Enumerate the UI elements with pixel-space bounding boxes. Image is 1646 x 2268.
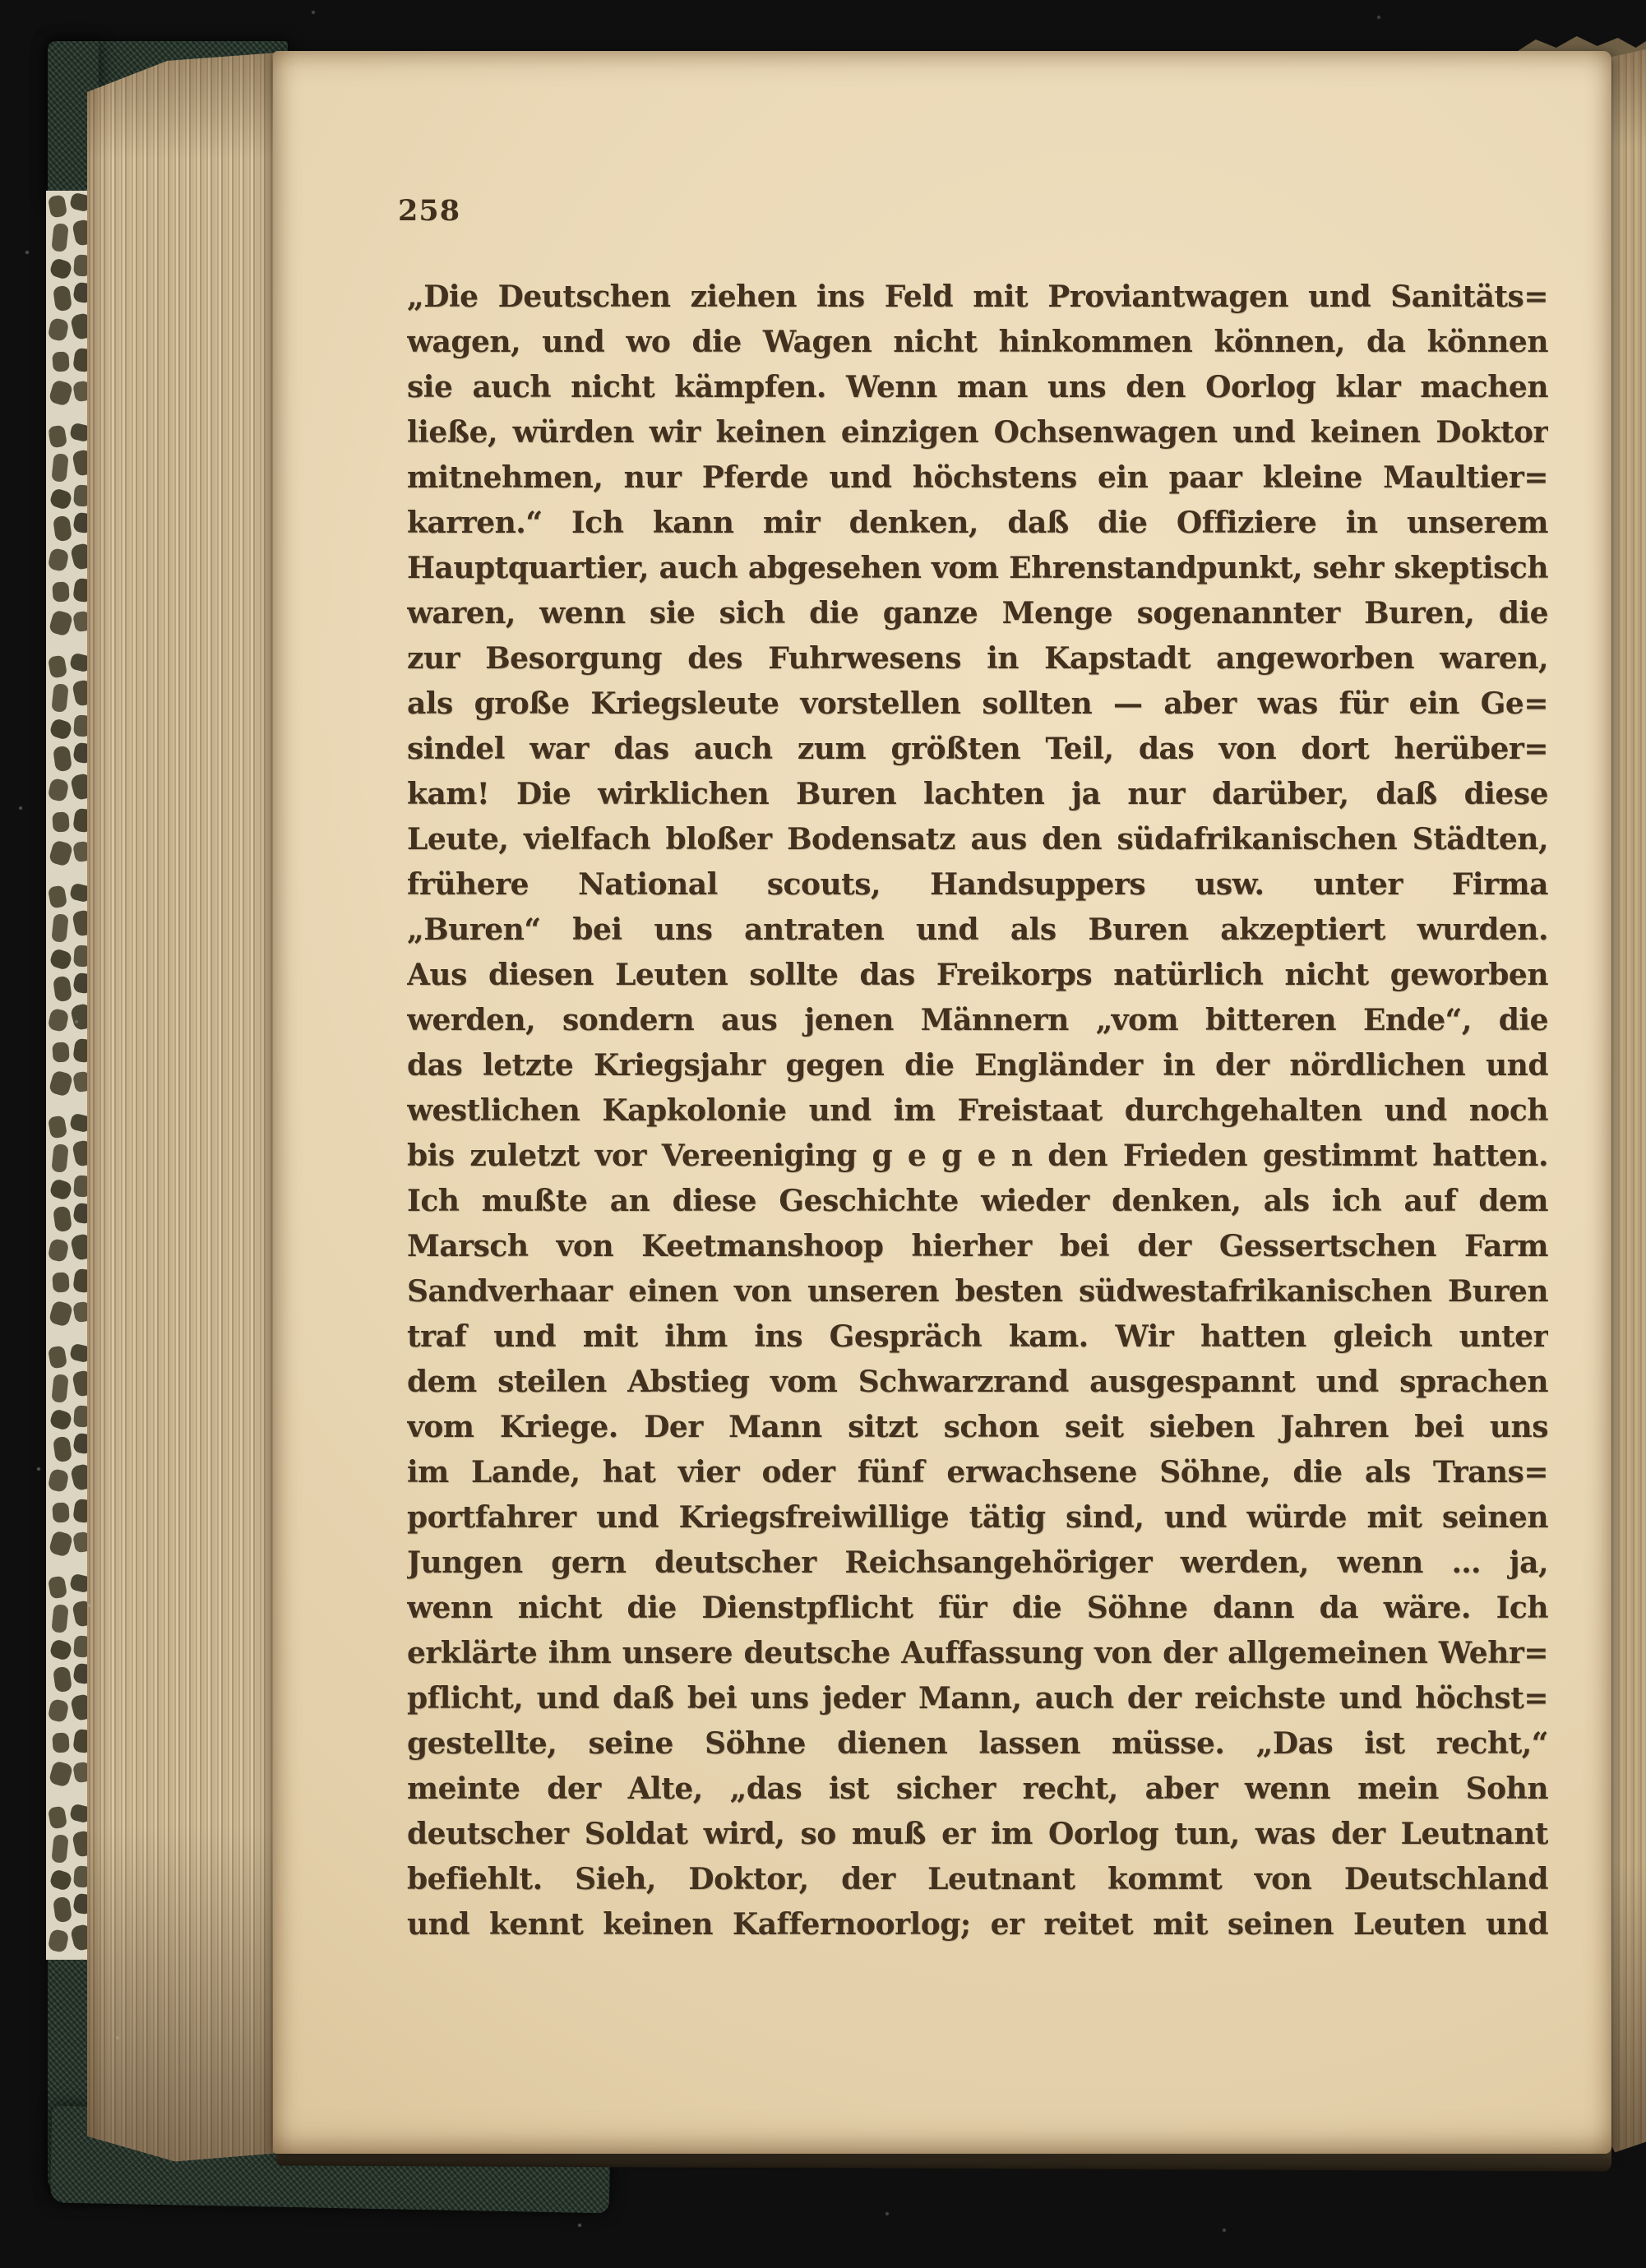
text-line: ließe, würden wir keinen einzigen Ochsenwagen und keinen Doktor bbox=[407, 415, 1548, 450]
page-block-right-edge bbox=[1608, 49, 1646, 2159]
text-line: „Buren“ bei uns antraten und als Buren akzeptiert wurden. bbox=[407, 912, 1548, 947]
text-line: mitnehmen, nur Pferde und höchstens ein paar kleine Maultier= bbox=[407, 460, 1548, 495]
text-line: Marsch von Keetmanshoop hierher bei der Gessertschen Farm bbox=[407, 1229, 1548, 1263]
text-line: gestellte, seine Söhne dienen lassen müsse. „Das ist recht,“ bbox=[407, 1726, 1548, 1761]
page-number: 258 bbox=[398, 194, 461, 228]
text-line: pflicht, und daß bei uns jeder Mann, auch der reichste und höchst= bbox=[407, 1681, 1548, 1716]
text-line: im Lande, hat vier oder fünf erwachsene Söhne, die als Trans= bbox=[407, 1455, 1548, 1490]
text-line: zur Besorgung des Fuhrwesens in Kapstadt angeworben waren, bbox=[407, 641, 1548, 676]
text-line: kam! Die wirklichen Buren lachten ja nur darüber, daß diese bbox=[407, 777, 1548, 811]
text-line: und kennt keinen Kaffernoorlog; er reitet mit seinen Leuten und bbox=[407, 1907, 1548, 1942]
text-line: westlichen Kapkolonie und im Freistaat durchgehalten und noch bbox=[407, 1093, 1548, 1128]
text-line: erklärte ihm unsere deutsche Auffassung von der allgemeinen Wehr= bbox=[407, 1636, 1548, 1670]
text-line: Hauptquartier, auch abgesehen vom Ehrenstandpunkt, sehr skeptisch bbox=[407, 551, 1548, 585]
dust-specks bbox=[0, 0, 2, 2]
text-line: meinte der Alte, „das ist sicher recht, aber wenn mein Sohn bbox=[407, 1771, 1548, 1806]
text-line: waren, wenn sie sich die ganze Menge sogenannter Buren, die bbox=[407, 596, 1548, 631]
text-line: Leute, vielfach bloßer Bodensatz aus den südafrikanischen Städten, bbox=[407, 822, 1548, 857]
page-block-fore-edge bbox=[87, 53, 278, 2164]
text-line: traf und mit ihm ins Gespräch kam. Wir hatten gleich unter bbox=[407, 1319, 1548, 1354]
text-line: deutscher Soldat wird, so muß er im Oorlog tun, was der Leutnant bbox=[407, 1817, 1548, 1851]
text-line: sie auch nicht kämpfen. Wenn man uns den Oorlog klar machen bbox=[407, 370, 1548, 404]
text-line: „Die Deutschen ziehen ins Feld mit Proviantwagen und Sanitäts= bbox=[407, 279, 1548, 314]
text-line: frühere National scouts, Handsuppers usw. unter Firma bbox=[407, 867, 1548, 902]
text-line: Jungen gern deutscher Reichsangehöriger werden, wenn … ja, bbox=[407, 1545, 1548, 1580]
book-page bbox=[273, 51, 1611, 2154]
text-line: wagen, und wo die Wagen nicht hinkommen können, da können bbox=[407, 325, 1548, 359]
body-text-block bbox=[407, 275, 1548, 1947]
text-line: werden, sondern aus jenen Männern „vom bitteren Ende“, die bbox=[407, 1003, 1548, 1037]
text-line: Sandverhaar einen von unseren besten südwestafrikanischen Buren bbox=[407, 1274, 1548, 1309]
text-line: bis zuletzt vor Vereeniging g e g e n den Frieden gestimmt hatten. bbox=[407, 1139, 1548, 1173]
text-line: karren.“ Ich kann mir denken, daß die Offiziere in unserem bbox=[407, 506, 1548, 540]
text-line: wenn nicht die Dienstpflicht für die Söhne dann da wäre. Ich bbox=[407, 1591, 1548, 1625]
text-line: portfahrer und Kriegsfreiwillige tätig sind, und würde mit seinen bbox=[407, 1500, 1548, 1535]
text-line: vom Kriege. Der Mann sitzt schon seit sieben Jahren bei uns bbox=[407, 1410, 1548, 1444]
text-line: als große Kriegsleute vorstellen sollten — aber was für ein Ge= bbox=[407, 686, 1548, 721]
text-line: Ich mußte an diese Geschichte wieder denken, als ich auf dem bbox=[407, 1184, 1548, 1218]
text-line: dem steilen Abstieg vom Schwarzrand ausgespannt und sprachen bbox=[407, 1365, 1548, 1399]
text-line: befiehlt. Sieh, Doktor, der Leutnant kommt von Deutschland bbox=[407, 1862, 1548, 1896]
text-line: das letzte Kriegsjahr gegen die Engländer in der nördlichen und bbox=[407, 1048, 1548, 1083]
text-line: Aus diesen Leuten sollte das Freikorps natürlich nicht geworben bbox=[407, 958, 1548, 992]
text-line: sindel war das auch zum größten Teil, das von dort herüber= bbox=[407, 732, 1548, 766]
